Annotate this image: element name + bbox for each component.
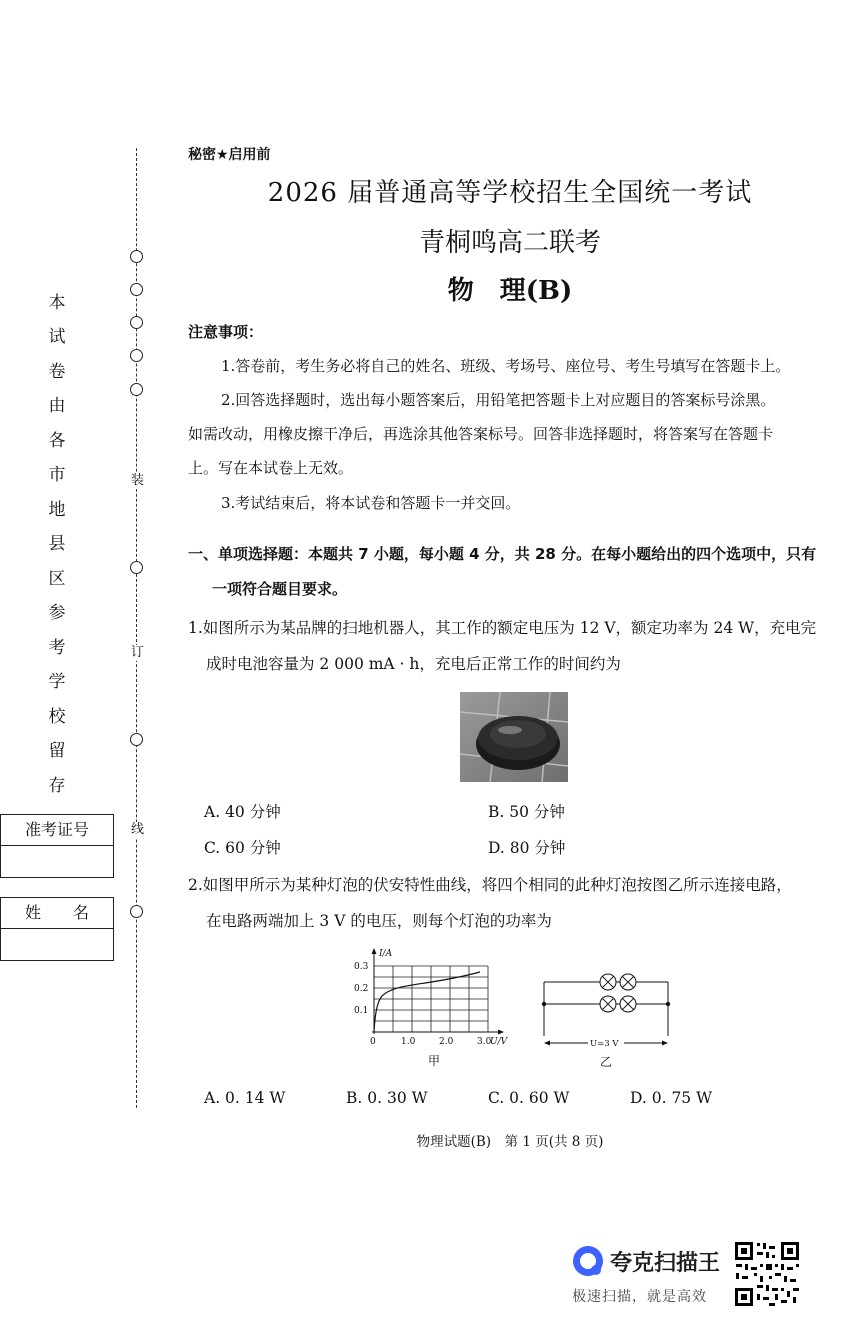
admission-number-field[interactable] <box>1 846 113 877</box>
q1-stem-cont: 成时电池容量为 2 000 mA · h，充电后正常工作的时间约为 <box>206 655 621 673</box>
side-note-char: 地 <box>48 500 66 520</box>
robot-vacuum-image <box>460 692 568 782</box>
notice-item-2-end: 上。写在本试卷上无效。 <box>188 459 354 477</box>
name-label: 姓 名 <box>1 898 113 929</box>
q1-option-a[interactable]: A. 40 分钟 <box>204 803 281 821</box>
binding-char-zhuang: 装 <box>131 473 145 488</box>
binding-hole <box>130 250 143 263</box>
side-note-char: 本 <box>48 293 66 313</box>
notice-item-1: 1.答卷前，考生务必将自己的姓名、班级、考场号、座位号、考生号填写在答题卡上。 <box>221 357 791 375</box>
secret-label: 秘密★启用前 <box>188 147 271 163</box>
side-note-char: 考 <box>48 638 66 658</box>
watermark-slogan: 极速扫描，就是高效 <box>572 1289 707 1305</box>
q2-option-b[interactable]: B. 0. 30 W <box>346 1089 428 1107</box>
binding-char-xian: 线 <box>131 822 145 837</box>
binding-hole <box>130 561 143 574</box>
side-note-char: 试 <box>48 327 66 347</box>
side-note-char: 各 <box>48 431 66 451</box>
side-note-char: 市 <box>48 465 66 485</box>
graph-ytick: 0.3 <box>354 962 369 972</box>
graph-xlabel: U/V <box>490 1037 508 1047</box>
side-note-char: 参 <box>48 603 66 623</box>
q2-option-a[interactable]: A. 0. 14 W <box>204 1089 286 1107</box>
binding-hole <box>130 733 143 746</box>
side-note-char: 学 <box>48 672 66 692</box>
notice-heading: 注意事项： <box>188 323 264 341</box>
graph-ylabel: I/A <box>379 949 393 959</box>
notice-item-3: 3.考试结束后，将本试卷和答题卡一并交回。 <box>221 494 521 512</box>
exam-subtitle: 青桐鸣高二联考 <box>418 228 601 258</box>
side-note-char: 由 <box>48 396 66 416</box>
binding-hole <box>130 349 143 362</box>
exam-title: 2026 届普通高等学校招生全国统一考试 <box>267 178 753 208</box>
graph-ytick: 0.1 <box>354 1006 369 1016</box>
side-note-char: 留 <box>48 741 66 761</box>
graph-xtick: 3.0 <box>477 1037 492 1047</box>
side-note-char: 校 <box>48 707 66 727</box>
q2-option-d[interactable]: D. 0. 75 W <box>630 1089 713 1107</box>
q2-option-c[interactable]: C. 0. 60 W <box>488 1089 570 1107</box>
admission-number-box[interactable] <box>0 814 114 878</box>
side-note-char: 区 <box>48 569 66 589</box>
q1-option-b[interactable]: B. 50 分钟 <box>488 803 565 821</box>
watermark-brand: 夸克扫描王 <box>610 1251 721 1276</box>
graph-caption: 甲 <box>428 1054 441 1068</box>
notice-item-2-cont: 如需改动，用橡皮擦干净后，再选涂其他答案标号。回答非选择题时，将答案写在答题卡 <box>188 425 774 443</box>
notice-item-2: 2.回答选择题时，选出每小题答案后，用铅笔把答题卡上对应题目的答案标号涂黑。 <box>221 391 776 409</box>
circuit-caption: 乙 <box>600 1055 613 1069</box>
side-note-char: 卷 <box>48 362 66 382</box>
q1-option-c[interactable]: C. 60 分钟 <box>204 839 281 857</box>
page-footer: 物理试题(B) 第 1 页(共 8 页) <box>416 1134 604 1150</box>
q2-stem-cont: 在电路两端加上 3 V 的电压，则每个灯泡的功率为 <box>206 912 552 930</box>
admission-number-label: 准考证号 <box>1 815 113 846</box>
side-note-char: 县 <box>48 534 66 554</box>
binding-hole <box>130 283 143 296</box>
name-box[interactable] <box>0 897 114 961</box>
quark-logo-icon <box>570 1243 606 1279</box>
subject-title: 物 理(B) <box>447 276 573 306</box>
graph-xtick: 2.0 <box>439 1037 454 1047</box>
q2-stem: 2.如图甲所示为某种灯泡的伏安特性曲线，将四个相同的此种灯泡按图乙所示连接电路， <box>188 876 792 894</box>
section1-heading-cont: 一项符合题目要求。 <box>212 580 348 598</box>
binding-hole <box>130 316 143 329</box>
bulb-circuit-diagram <box>536 964 676 1074</box>
graph-xtick: 0 <box>370 1037 376 1047</box>
iv-curve-graph <box>350 944 520 1074</box>
binding-char-ding: 订 <box>131 645 145 660</box>
name-field[interactable] <box>1 929 113 960</box>
q1-option-d[interactable]: D. 80 分钟 <box>488 839 566 857</box>
graph-xtick: 1.0 <box>401 1037 416 1047</box>
binding-hole <box>130 383 143 396</box>
section1-heading: 一、单项选择题：本题共 7 小题，每小题 4 分，共 28 分。在每小题给出的四个选项中，只有 <box>188 545 817 563</box>
circuit-voltage-label: U=3 V <box>590 1039 619 1049</box>
side-note-char: 存 <box>48 776 66 796</box>
graph-ytick: 0.2 <box>354 984 369 994</box>
qr-code-icon <box>734 1241 800 1307</box>
q1-stem: 1.如图所示为某品牌的扫地机器人，其工作的额定电压为 12 V，额定功率为 24 W，充电完 <box>188 619 817 637</box>
binding-hole <box>130 905 143 918</box>
